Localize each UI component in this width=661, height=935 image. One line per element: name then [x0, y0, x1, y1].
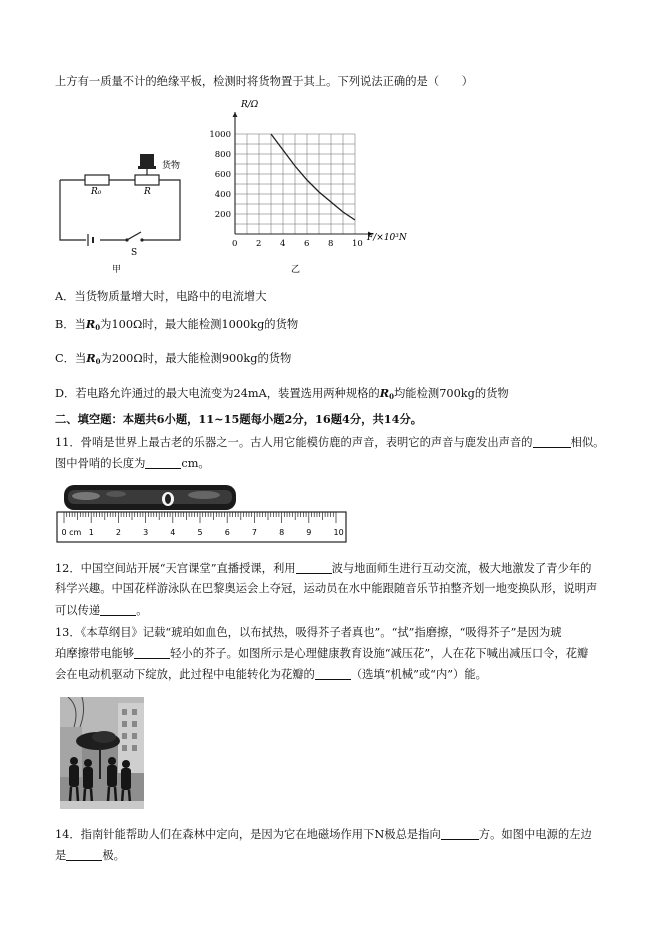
- question-stem-continuation: 上方有一质量不计的绝缘平板，检测时将货物置于其上。下列说法正确的是（ ）: [55, 75, 473, 88]
- circuit-caption: 甲: [112, 265, 122, 275]
- q12-line3: 可以传递 。: [55, 604, 148, 617]
- y-tick-label: 1000: [209, 130, 231, 140]
- ruler-label: 6: [224, 528, 230, 537]
- x-tick-label: 0: [232, 239, 238, 249]
- circuit-wires: [60, 180, 180, 240]
- ruler-label: 10: [333, 528, 344, 537]
- chart-curve: [271, 134, 355, 220]
- q13-line1: 13．《本草纲目》记载“琥珀如血色，以布拭热，吸得芥子者真也”。“拭”指磨擦，“吸得芥子”是因为琥: [55, 626, 562, 639]
- q14-line1: 14．指南针能帮助人们在森林中定向，是因为它在地磁场作用下N极总是指向 方。如图中电源的左边: [55, 828, 592, 841]
- ruler-label: 5: [197, 528, 203, 537]
- r-label: R: [144, 187, 151, 197]
- q13-line3: 会在电动机驱动下绽放，此过程中电能转化为花瓣的 （选填“机械”或“内”）能。: [55, 668, 487, 681]
- chart-xlabel: F/×10³N: [367, 233, 407, 243]
- pressure-relief-flower-photo: [60, 697, 144, 809]
- circuit-diagram: [52, 150, 192, 275]
- ruler-label: 1: [88, 528, 94, 537]
- resistance-force-chart: [205, 96, 430, 276]
- y-tick-label: 400: [214, 190, 231, 200]
- bone-whistle-icon: [64, 485, 236, 510]
- goods-box-icon: [140, 154, 154, 166]
- y-tick-label: 200: [214, 210, 231, 220]
- q13-blank-2[interactable]: [315, 667, 351, 680]
- x-tick-label: 2: [256, 239, 262, 249]
- ruler-label: 3: [143, 528, 149, 537]
- q14-blank-2[interactable]: [66, 848, 102, 861]
- ruler-body: [57, 512, 346, 542]
- ruler-label: 0 cm: [61, 528, 82, 537]
- ruler-label: 4: [170, 528, 176, 537]
- q12-line1: 12．中国空间站开展“天宫课堂”直播授课，利用 波与地面师生进行互动交流，极大地激发了青少年的: [55, 562, 592, 575]
- goods-label: 货物: [162, 161, 181, 171]
- q12-blank-2[interactable]: [100, 603, 136, 616]
- q11-line1: 11．骨哨是世界上最古老的乐器之一。古人用它能模仿鹿的声音，表明它的声音与鹿发出声音的 相似。: [55, 436, 605, 449]
- q12-blank-1[interactable]: [296, 561, 332, 574]
- q14-line2: 是 极。: [55, 849, 125, 862]
- x-tick-label: 4: [280, 239, 286, 249]
- q12-line2: 科学兴趣。中国花样游泳队在巴黎奥运会上夺冠，运动员在水中能跟随音乐节拍整齐划一地变换队形，说明声: [55, 582, 598, 595]
- platform-icon: [138, 166, 156, 169]
- option-c: C．当$R_0$为200Ω时，最大能检测900kg的货物: [55, 351, 292, 366]
- r0-label: R₀: [91, 187, 102, 197]
- chart-ylabel: R/Ω: [241, 100, 259, 110]
- q13-line2: 珀摩擦带电能够 轻小的芥子。如图所示是心理健康教育设施“减压花”，人在花下喊出减压口令，花瓣: [55, 647, 589, 660]
- x-tick-label: 8: [328, 239, 334, 249]
- q11-line2: 图中骨哨的长度为 cm。: [55, 457, 210, 470]
- option-d: D．若电路允许通过的最大电流变为24mA，装置选用两种规格的$R_0$均能检测700kg的货物: [55, 386, 509, 401]
- x-tick-label: 6: [304, 239, 310, 249]
- q11-blank-2[interactable]: [145, 456, 181, 469]
- resistor-r: [135, 175, 159, 185]
- y-tick-label: 600: [214, 170, 231, 180]
- y-tick-label: 800: [214, 150, 231, 160]
- option-b: B．当$R_0$为100Ω时，最大能检测1000kg的货物: [55, 317, 299, 332]
- ruler-figure: [56, 482, 348, 544]
- q11-blank-1[interactable]: [533, 435, 571, 448]
- ruler-label: 7: [251, 528, 257, 537]
- chart-grid: [235, 134, 355, 234]
- chart-caption: 乙: [291, 265, 301, 275]
- axis-lines: [235, 112, 373, 234]
- ruler-label: 2: [115, 528, 121, 537]
- ruler-label: 8: [279, 528, 285, 537]
- q14-blank-1[interactable]: [441, 827, 479, 840]
- switch-label: S: [131, 248, 138, 258]
- resistor-r0: [85, 175, 109, 185]
- option-a: A．当货物质量增大时，电路中的电流增大: [55, 290, 267, 303]
- section-title: 二、填空题：本题共6小题，11~15题每小题2分，16题4分，共14分。: [55, 412, 423, 426]
- ruler-label: 9: [306, 528, 312, 537]
- q13-blank-1[interactable]: [134, 646, 170, 659]
- x-tick-label: 10: [352, 239, 363, 249]
